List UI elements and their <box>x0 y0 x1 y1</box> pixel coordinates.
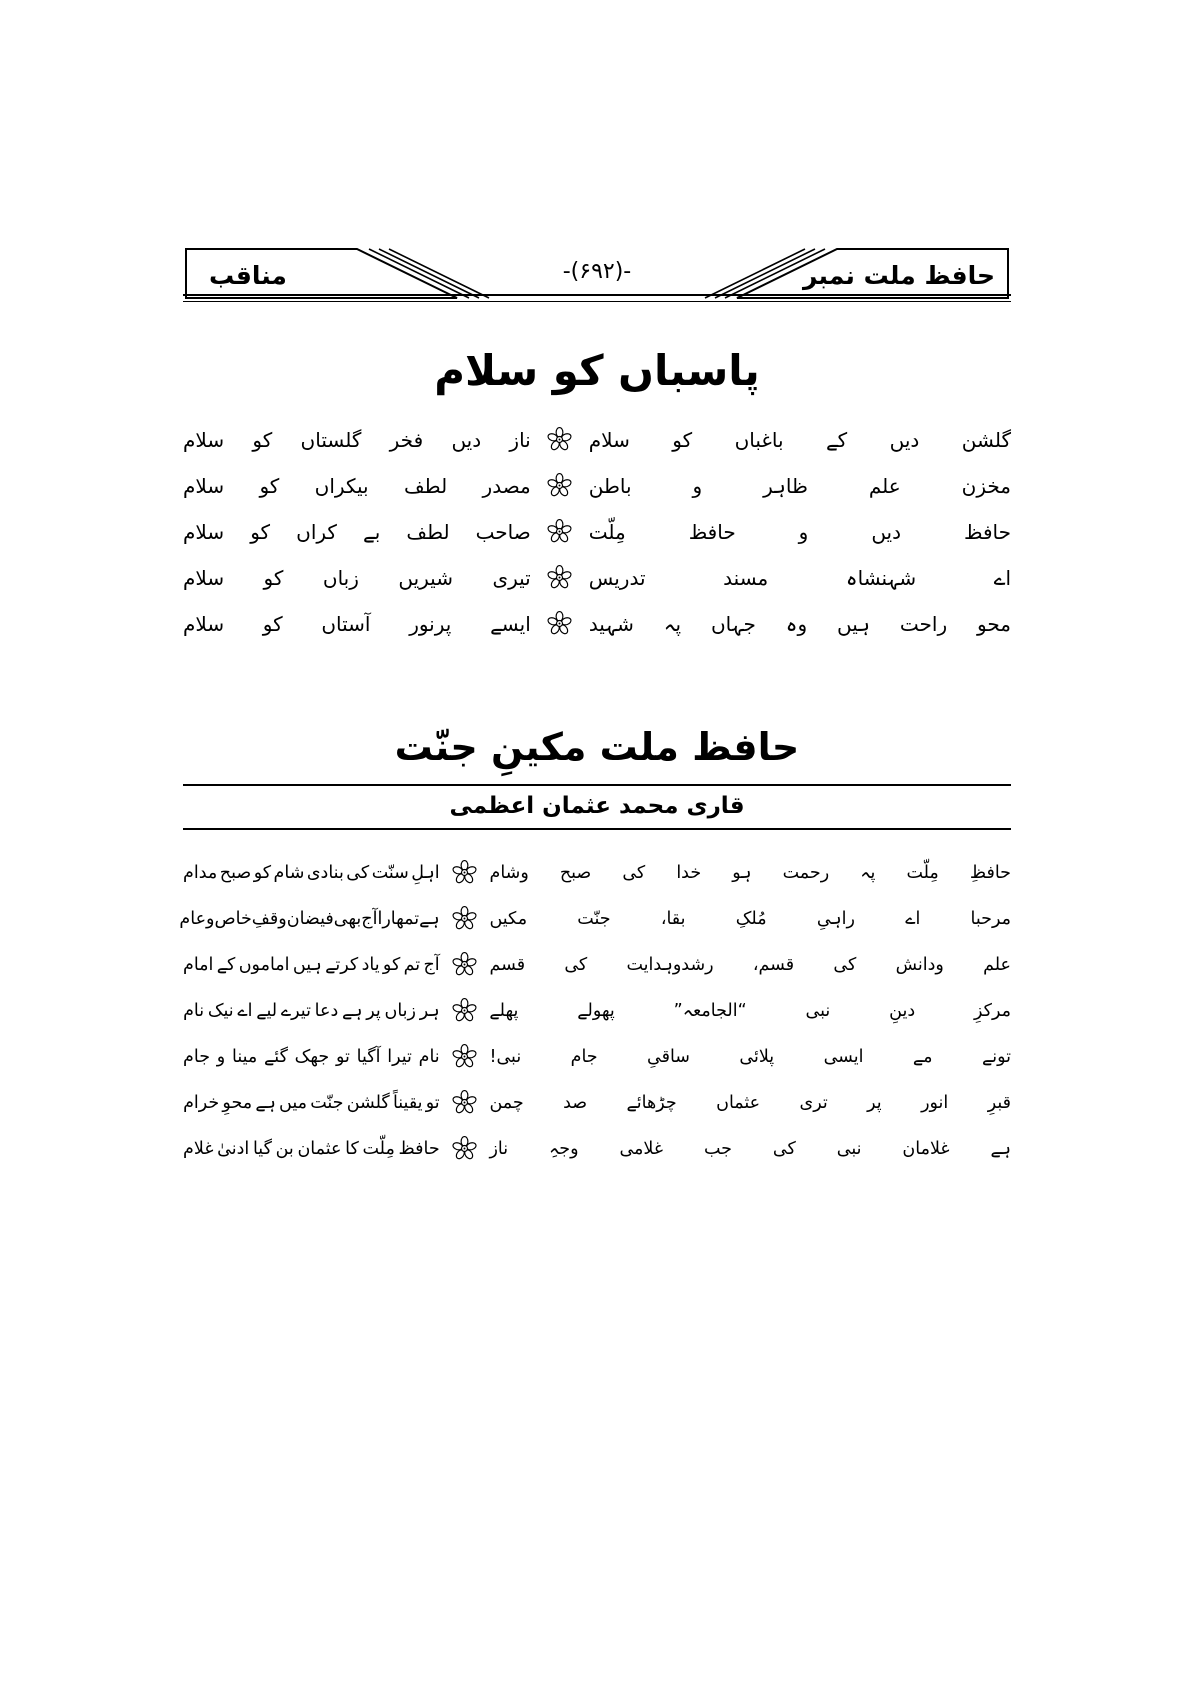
verse-hemistich-left: مصدر لطف بیکراں کو سلام <box>183 473 531 498</box>
verse-hemistich-left: حافظ مِلّت کا عثمان بن گیا ادنیٰ غلام <box>183 1138 440 1159</box>
verse-line <box>183 601 1011 647</box>
verse-hemistich-left: نام تیرا آگیا تو جھک گئے مینا و جام <box>183 1046 440 1067</box>
rosette-divider-icon <box>440 997 490 1024</box>
rosette-divider-icon <box>531 426 589 453</box>
verse-line <box>183 1126 1011 1172</box>
verse-hemistich-left: ہر زباں پر ہے دعا تیرے لیے اے نیک نام <box>183 1000 440 1021</box>
verse-hemistich-left: تو یقیناً گلشن جنّت میں ہے محوِ خرام <box>183 1092 440 1113</box>
poem1-title: پاسباں کو سلام <box>434 346 760 395</box>
verse-hemistich-right: مرکزِ دینِ نبی “الجامعہ” پھولے پھلے <box>489 1000 1011 1021</box>
rosette-divider-icon <box>440 1043 490 1070</box>
rosette-divider-icon <box>531 518 589 545</box>
verse-hemistich-left: ایسے پرنور آستاں کو سلام <box>183 611 531 636</box>
rosette-divider-icon <box>531 610 589 637</box>
verse-hemistich-right: حافظ دیں و حافظ مِلّت <box>588 519 1011 544</box>
verse-hemistich-right: قبرِ انور پر تری عثماں چڑھائے صد چمن <box>489 1092 1011 1113</box>
verse-line <box>183 850 1011 896</box>
verse-hemistich-right: گلشن دیں کے باغباں کو سلام <box>588 427 1011 452</box>
header-edition-label: حافظ ملت نمبر <box>802 261 995 290</box>
rosette-divider-icon <box>531 472 589 499</box>
rosette-divider-icon <box>440 905 490 932</box>
verse-line <box>183 1080 1011 1126</box>
poem2-verses <box>179 850 1011 1172</box>
page-content <box>179 236 1011 1172</box>
poem2-author: قاری محمد عثمان اعظمی <box>183 784 1011 830</box>
rosette-divider-icon <box>440 859 490 886</box>
rosette-divider-icon <box>440 951 490 978</box>
poem-hafiz-millat-makeen-jannat <box>179 719 1011 1172</box>
verse-hemistich-right: علم ودانش کی قسم، رشدوہدایت کی قسم <box>489 954 1011 975</box>
header-section-label: مناقب <box>209 261 287 290</box>
verse-hemistich-right: محو راحت ہیں وہ جہاں پہ شہید <box>588 611 1011 636</box>
verse-line <box>183 942 1011 988</box>
header-rule <box>183 294 1011 302</box>
page-header <box>183 236 1011 302</box>
verse-hemistich-right: مرحبا اے راہیِ مُلکِ بقا، جنّت مکیں <box>489 908 1011 929</box>
poem-pasban-ko-salam <box>183 342 1011 647</box>
verse-hemistich-left: اہلِ سنّت کی بنادی شام کو صبح مدام <box>183 862 440 883</box>
rosette-divider-icon <box>440 1089 490 1116</box>
verse-hemistich-left: صاحب لطف بے کراں کو سلام <box>183 519 531 544</box>
verse-line <box>183 988 1011 1034</box>
verse-line <box>179 896 1011 942</box>
rosette-divider-icon <box>531 564 589 591</box>
verse-hemistich-right: مخزن علم ظاہر و باطن <box>588 473 1011 498</box>
verse-hemistich-left: ناز دیں فخر گلستاں کو سلام <box>183 427 531 452</box>
verse-hemistich-right: تونے مے ایسی پلائی ساقیِ جام نبی! <box>489 1046 1011 1067</box>
verse-line <box>183 417 1011 463</box>
rosette-divider-icon <box>440 1135 490 1162</box>
verse-hemistich-right: اے شہنشاہ مسند تدریس <box>588 565 1011 590</box>
verse-line <box>183 555 1011 601</box>
poem1-verses <box>183 417 1011 647</box>
verse-line <box>183 1034 1011 1080</box>
page-number: -(۶۹۲)- <box>562 259 632 284</box>
poem2-title: حافظ ملت مکینِ جنّت <box>394 724 800 769</box>
verse-hemistich-right: حافظِ مِلّت پہ رحمت ہو خدا کی صبح وشام <box>489 862 1011 883</box>
verse-hemistich-right: ہے غلامان نبی کی جب غلامی وجہِ ناز <box>489 1138 1011 1159</box>
verse-hemistich-left: ہے تمھارا آج بھی فیضان وقفِ خاص وعام <box>179 908 440 929</box>
verse-line <box>183 509 1011 555</box>
verse-hemistich-left: آج تم کو یاد کرتے ہیں اماموں کے امام <box>183 954 440 975</box>
verse-line <box>183 463 1011 509</box>
verse-hemistich-left: تیری شیریں زباں کو سلام <box>183 565 531 590</box>
